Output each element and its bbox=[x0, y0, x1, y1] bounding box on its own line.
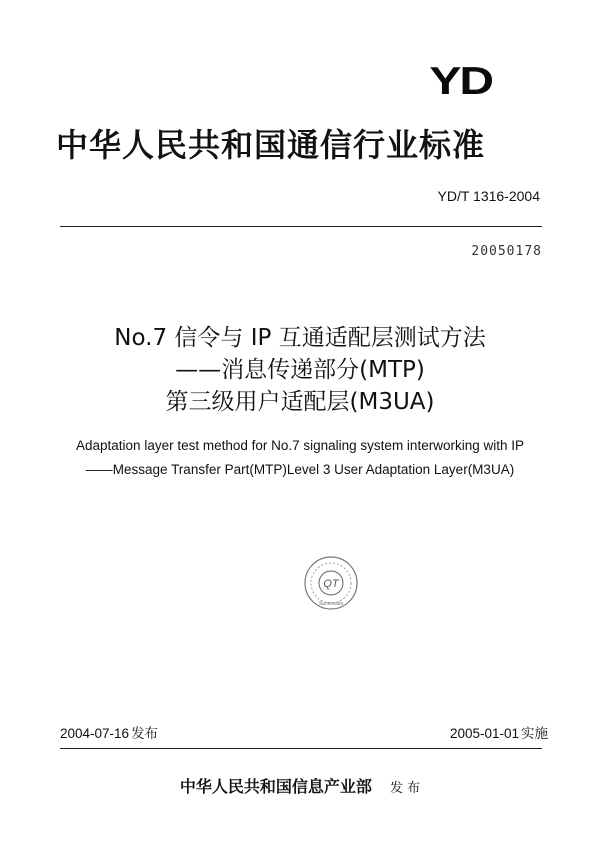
title-line-2: ——消息传递部分(MTP) bbox=[175, 357, 425, 383]
issue-date-value: 2004-07-16 bbox=[60, 726, 130, 741]
issue-date-label: 发布 bbox=[131, 726, 159, 741]
serial-number-stamp: 20050178 bbox=[471, 244, 542, 259]
issuer-label: 发 布 bbox=[389, 781, 421, 796]
implementation-date bbox=[450, 722, 548, 742]
chinese-title bbox=[0, 322, 600, 418]
title-line-3: 第三级用户适配层(M3UA) bbox=[165, 389, 435, 415]
standard-code: YD/T 1316-2004 bbox=[437, 188, 540, 204]
seal-center-text: QT bbox=[323, 578, 339, 590]
seal-ring-text: Sunoreads bbox=[318, 601, 344, 607]
title-line-1: No.7 信令与 IP 互通适配层测试方法 bbox=[114, 325, 486, 351]
quality-seal-stamp bbox=[303, 555, 359, 611]
bottom-divider bbox=[60, 748, 542, 749]
issuing-authority bbox=[0, 774, 600, 797]
implementation-date-value: 2005-01-01 bbox=[449, 726, 519, 741]
implementation-date-label: 实施 bbox=[521, 726, 548, 741]
issuer-name: 中华人民共和国信息产业部 bbox=[179, 777, 372, 796]
yd-logo: YD bbox=[429, 59, 492, 103]
english-title-line-1: Adaptation layer test method for No.7 signaling system interworking with IP bbox=[76, 438, 524, 453]
issue-date bbox=[60, 722, 158, 742]
top-divider bbox=[60, 226, 542, 227]
industry-standard-heading: 中华人民共和国通信行业标准 bbox=[56, 126, 486, 164]
english-title bbox=[0, 434, 600, 482]
english-title-line-2: ——Message Transfer Part(MTP)Level 3 User Adaptation Layer(M3UA) bbox=[85, 462, 515, 477]
